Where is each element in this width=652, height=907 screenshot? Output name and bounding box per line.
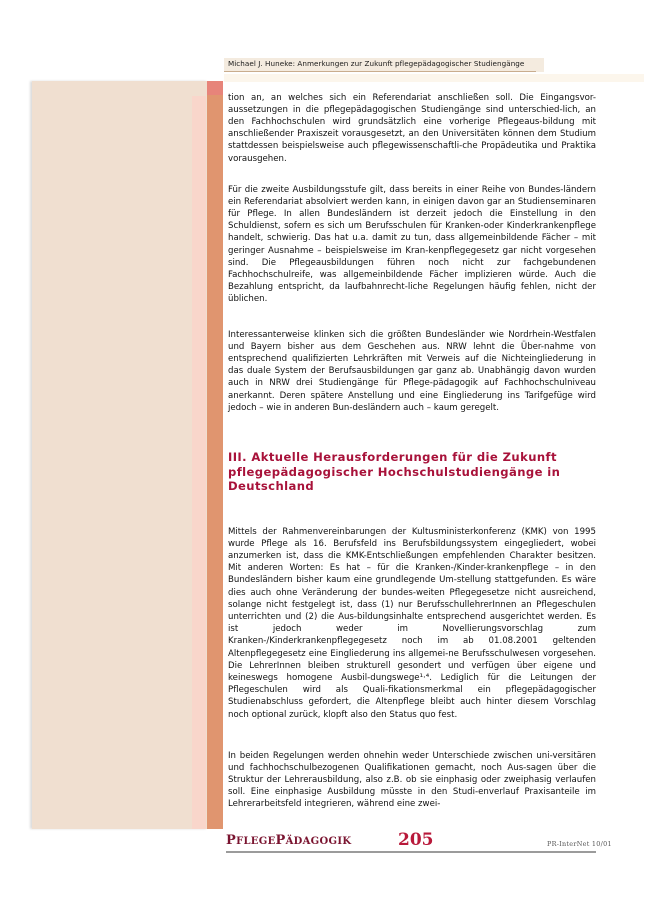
running-header: Michael J. Huneke: Anmerkungen zur Zukunft pflegepädagogischer Studiengänge: [228, 59, 525, 68]
section-heading: III. Aktuelle Herausforderungen für die Zukunft pflegepädagogischer Hochschulstudiengänge in Deutschland: [228, 450, 561, 493]
logo-smallcaps: FLEGE: [236, 836, 276, 847]
accent-bar: [207, 81, 223, 829]
body-paragraph-4: Mittels der Rahmenvereinbarungen der Kultusministerkonferenz (KMK) von 1995 wurde Pflege als 16. Berufsfeld ins Berufsbildungssystem eingegliedert, wobei anzumerken ist, dass die KMK-Entschließungen empfehlenden Charakter besitzen. Mit anderen Worten: Es hat – für die Kranken-/Kinder-krankenpflege – in den Bundesländern bisher kaum eine grundlegende Um-stellung stattgefunden. Es wäre dies auch ohne Veränderung der bundes-weiten Pflegegesetze nicht ausreichend, solange nicht festgelegt ist, dass (1) nur BerufsschullehrerInnen an Pflegeschulen unterrichten und (2) die Aus-bildungsinhalte entsprechend ausgerichtet werden. Es ist jedoch weder im Novellierungsvorschlag zum Kranken-/Kinderkrankenpflegegesetz noch im ab 01.08.2001 geltenden Altenpflegegesetz eine Eingliederung ins allgemei-ne Berufsschulwesen vorgesehen. Die LehrerInnen bleiben strukturell gesondert und verfügen über eigene und keineswegs homogene Ausbil-dungswege¹·⁴. Lediglich für die Leitungen der Pflegeschulen wird als Quali-fikationsmerkmal ein pflegepädagogischer Studienabschluss gefordert, die Altenpflege bleibt auch hinter diesem Vorschlag noch optional zurück, klopft also den Status quo fest.: [228, 526, 596, 720]
issue-label: PR-InterNet 10/01: [547, 840, 612, 848]
logo-letter: P: [226, 833, 237, 848]
body-paragraph-1: tion an, an welches sich ein Referendariat anschließen soll. Die Eingangsvor-aussetzungen in die pflegepädagogischen Studiengänge sind unterschied-lich, an den Fachhochschulen wird grundsätzlich eine vorherige Pflegeaus-bildung mit anschließender Praxiszeit vorausgesetzt, an den Universitäten können dem Studium stattdessen beispielsweise auch pflegewissenschaftli-che Propädeutika und Praktika vorausgehen.: [228, 92, 596, 164]
body-paragraph-5: In beiden Regelungen werden ohnehin weder Unterschiede zwischen uni-versitären und fachhochschulbezogenen Qualifikationen gemacht, noch Aus-sagen über die Struktur der Lehrerausbildung, also z.B. ob sie einphasig oder zweiphasig verlaufen soll. Eine einphasige Ausbildung müsste in den Studi-enverlauf Praxisanteile im Lehrerarbeitsfeld integrieren, während eine zwei-: [228, 750, 596, 810]
footer-rule: [226, 851, 596, 853]
page-number: 205: [398, 830, 434, 850]
logo-letter: P: [275, 833, 286, 848]
left-margin-tint: [192, 96, 206, 829]
body-paragraph-3: Interessanterweise klinken sich die größten Bundesländer wie Nordrhein-Westfalen und Bayern bisher aus dem Geschehen aus. NRW lehnt die Über-nahme von entsprechend qualifizierten Lehrkräften mit Verweis auf die Nichteingliederung in das duale System der Berufsausbildungen gar ganz ab. Unabhängig davon wurden auch in NRW drei Studiengänge für Pflege-pädagogik auf Fachhochschulniveau anerkannt. Deren spätere Anstellung und eine Eingliederung ins Tarifgefüge wird jedoch – wie in anderen Bun-desländern auch – kaum geregelt.: [228, 329, 596, 413]
accent-bar-top: [207, 81, 223, 95]
body-paragraph-2: Für die zweite Ausbildungsstufe gilt, dass bereits in einer Reihe von Bundes-ländern ein Referendariat absolviert werden kann, in einigen davon gar an Studienseminaren für Pflege. In allen Bundesländern ist derzeit jedoch die Einstellung in den Schuldienst, sofern es sich um Berufsschulen für Kranken-oder Kinderkrankenpflege handelt, schwierig. Das hat u.a. damit zu tun, dass allgemeinbildende Fächer – mit geringer Ausnahme – beispielsweise im Kran-kenpflegegesetz gar nicht vorgesehen sind. Die Pflegeausbildungen führen noch nicht zur fachgebundenen Fachhochschulreife, was allgemeinbildende Fächer implizieren würde. Auch die Bezahlung entspricht, da laufbahnrecht-liche Regelungen häufig fehlen, nicht der üblichen.: [228, 184, 596, 305]
header-cream-strip: [224, 74, 644, 82]
left-margin-panel: [32, 81, 208, 829]
logo-smallcaps: ÄDAGOGIK: [285, 836, 352, 847]
header-rule: [224, 71, 536, 72]
journal-logo: [226, 833, 351, 848]
